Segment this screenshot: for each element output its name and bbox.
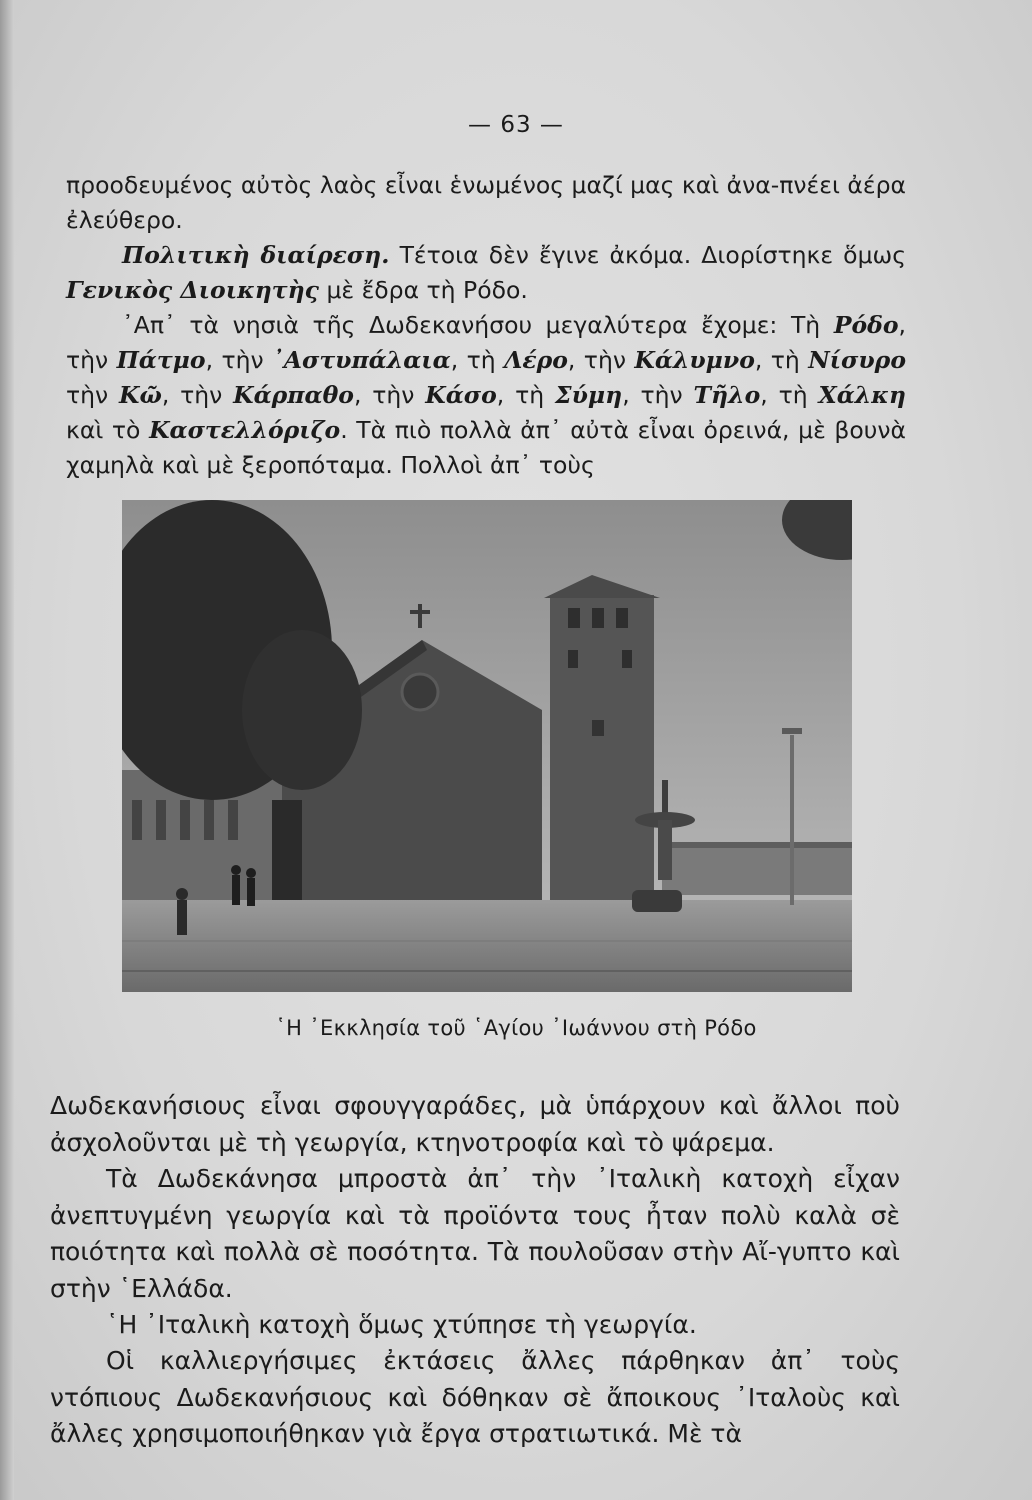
island-name: Κάρπαθο — [233, 381, 354, 409]
text-run: , τὴν — [353, 381, 426, 409]
island-name: Κῶ — [119, 381, 162, 409]
paragraph-3 — [66, 308, 906, 483]
text-run: , τὴ — [496, 381, 555, 409]
island-name: Λέρο — [504, 346, 568, 374]
text-run: καὶ τὸ — [66, 416, 150, 444]
paragraph-4: Δωδεκανήσιους εἶναι σφουγγαράδες, μὰ ὑπάρχουν καὶ ἄλλοι ποὺ ἀσχολοῦνται μὲ τὴ γεωργία, κτηνοτροφία καὶ τὸ ψάρεμα. — [50, 1091, 900, 1157]
text-run: , τὴν — [205, 346, 273, 374]
paragraph-1: προοδευμένος αὐτὸς λαὸς εἶναι ἑνωμένος μαζί μας καὶ ἀνα-πνέει ἀέρα ἐλεύθερο. — [66, 171, 906, 234]
text-run: . Τὰ πιὸ πολλὰ ἀπ᾿ αὐτὰ εἶναι ὀρεινά, μὲ βουνὰ χαμηλὰ καὶ μὲ ξεροπόταμα. Πολλοὶ ἀπ᾿ τοὺς — [66, 416, 906, 479]
paragraph-7: Οἱ καλλιεργήσιμες ἐκτάσεις ἄλλες πάρθηκαν ἀπ᾿ τοὺς ντόπιους Δωδεκανήσιους καὶ δόθηκαν σὲ ἄποικους ᾿Ιταλοὺς καὶ ἄλλες χρησιμοποιήθηκαν γιὰ ἔργα στρατιωτικά. Μὲ τὰ — [50, 1346, 900, 1448]
text-run: τὴν — [66, 381, 120, 409]
island-name: Χάλκη — [818, 381, 906, 409]
paragraph-6: ῾Η ᾿Ιταλικὴ κατοχὴ ὅμως χτύπησε τὴ γεωργία. — [106, 1310, 697, 1339]
island-name: Ρόδο — [833, 311, 899, 339]
page-number: — 63 — — [468, 112, 564, 138]
text-run: , τὴν — [161, 381, 234, 409]
island-name: Σύμη — [554, 381, 623, 409]
page-edge-shadow — [0, 0, 14, 1500]
text-run: , τὴν — [66, 311, 906, 374]
text-run: μὲ ἔδρα τὴ Ρόδο. — [318, 276, 528, 304]
term-general-governor: Γενικὸς Διοικητὴς — [66, 276, 319, 304]
island-name: Νίσυρο — [808, 346, 906, 374]
text-run: Τέτοια δὲν ἔγινε ἀκόμα. Διορίστηκε ὅμως — [389, 241, 906, 269]
paragraph-2 — [66, 238, 906, 308]
island-name: Κάλυμνο — [634, 346, 755, 374]
paragraph-5: Τὰ Δωδεκάνησα μπροστὰ ἀπ᾿ τὴν ᾿Ιταλικὴ κατοχὴ εἶχαν ἀνεπτυγμένη γεωργία καὶ τὰ προϊόντα τους ἦταν πολὺ καλὰ σὲ ποιότητα καὶ πολλὰ σὲ ποσότητα. Τὰ πουλοῦσαν στὴν Αἴ-γυπτο καὶ στὴν ῾Ελλάδα. — [50, 1164, 900, 1303]
text-run: , τὴ — [450, 346, 505, 374]
church-photo — [122, 500, 852, 992]
text-run: , τὴ — [760, 381, 819, 409]
photo-caption: ῾Η ᾿Εκκλησία τοῦ ῾Αγίου ᾿Ιωάννου στὴ Ρόδο — [275, 1016, 757, 1040]
heading-political-division: Πολιτικὴ διαίρεση. — [122, 241, 390, 269]
island-name: Καστελλόριζο — [149, 416, 341, 444]
island-name: Τῆλο — [693, 381, 761, 409]
island-name: ᾿Αστυπάλαια — [272, 346, 451, 374]
church-photo-illustration — [122, 500, 852, 992]
text-run: , τὴν — [567, 346, 635, 374]
text-run: , τὴ — [754, 346, 809, 374]
island-name: Κάσο — [425, 381, 497, 409]
text-run: ᾿Απ᾿ τὰ νησιὰ τῆς Δωδεκανήσου μεγαλύτερα ἔχομε: Τὴ — [122, 311, 834, 339]
text-run: , τὴν — [622, 381, 694, 409]
island-name: Πάτμο — [116, 346, 206, 374]
